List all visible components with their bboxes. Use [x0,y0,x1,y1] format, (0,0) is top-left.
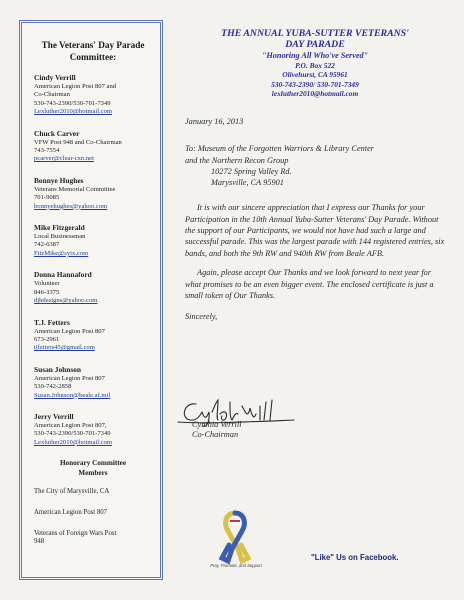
member-name: Susan Johnson [34,364,82,374]
header-email: lexluther2010@hotmail.com [271,89,359,99]
member-email-link[interactable]: Lexluther2010@hotmail.com [34,108,113,116]
member-detail: 530-743-2390/530-701-7349 [34,430,111,438]
member-detail: American Legion Post 807 [34,374,105,382]
letter-date: January 16, 2013 [185,117,244,126]
member-detail: Co-Chairman [34,91,70,99]
closing: Sincerely, [185,312,218,322]
signer-block: Cynthia Verrill Co-Chairman [192,420,242,440]
member-detail: 846-3375 [34,288,60,296]
member-email-link[interactable]: Lexluther2010@hotmail.com [34,438,113,446]
member-name: Cindy Verrill [34,73,76,82]
honorary-member: American Legion Post 807 [34,508,108,516]
member-name: Jerry Verrill [34,411,74,421]
committee-member [34,365,152,400]
committee-member [34,412,152,447]
letter-paragraph-2: Again, please accept Our Thanks and we look forward to next year for what promises to be an even bigger event. The enclosed certificate is just a small token of Our Thanks. [185,268,434,301]
committee-member-list [34,73,152,447]
tagline: "Honoring All Who've Served" [261,51,369,60]
committee-member [34,223,152,258]
member-detail: 742-6387 [34,241,60,249]
member-detail: American Legion Post 807 [34,327,105,335]
letter-paragraph-1: It is with our sincere appreciation that I express our Thanks for your Participation in the 10th Annual Yuba-Sutter Veterans' Day Parade. Without the support of our Participants, we would not have had such a large and successful parade. This was the largest parade with 144 registered entries, six bands, and both the 9th RW and 940th RW from Beale AFB. [185,203,445,258]
member-name: Chuck Carver [34,128,80,138]
po-box: P.O. Box 522 [295,61,335,70]
committee-sidebar [19,20,163,580]
member-detail: 673-2961 [34,335,60,343]
member-detail: Veterans Memorial Committee [34,185,116,193]
member-email-link[interactable]: tjfetters45@gmail.com [34,344,95,352]
committee-member [34,129,152,164]
member-detail: 530-742-2858 [34,383,72,391]
letterhead [175,28,455,99]
committee-member [34,318,152,353]
committee-member [34,73,152,117]
recipient-block: To: Museum of the Forgotten Warriors & Library Center and the Northern Recon Group 10272 Spring Valley Rd. Marysville, CA 95901 [185,144,374,188]
member-detail: 743-7554 [34,147,60,155]
honorary-committee-title: Honorary Committee Members [59,459,127,477]
city: Olivehurst, CA 95961 [282,70,348,80]
member-email-link[interactable]: pcarver@clear-cxn.net [34,155,94,163]
committee-member [34,176,152,211]
org-name-line1: THE ANNUAL YUBA-SUTTER VETERANS' [221,28,409,39]
member-name: T.J. Fetters [34,317,70,327]
member-detail: Local Businessman [34,233,86,241]
member-detail: American Legion Post 807, [34,421,107,429]
honorary-member: The City of Marysville, CA [34,488,110,496]
member-detail: Volunteer [34,280,60,288]
phones: 530-743-2390/ 530-701-7349 [271,79,359,89]
honorary-member: Veterans of Foreign Wars Post 948 [34,529,117,546]
member-name: Donna Hannaford [34,270,92,280]
member-detail: American Legion Post 807 and [34,83,117,90]
member-email-link[interactable]: bonnyehughes@yahoo.com [34,202,108,210]
letter-body [185,116,447,323]
org-name-line2: DAY PARADE [285,39,345,50]
committee-member [34,270,152,305]
member-email-link[interactable]: Susan.Johnson@beale.af.mil [34,391,111,399]
facebook-like-text: "Like" Us on Facebook. [311,553,399,562]
ribbon-caption: Pray, Promote, and Support [210,563,262,568]
member-detail: 530-743-2390/530-701-7349 [34,99,111,107]
member-email-link[interactable]: djhdesigns@yahoo.com [34,297,98,305]
member-detail: VFW Post 948 and Co-Chairman [34,138,122,146]
member-detail: 701-9085 [34,194,60,202]
member-name: Mike Fitzgerald [34,223,85,233]
member-name: Bonnye Hughes [34,175,84,185]
committee-title: The Veterans' Day Parade Committee: [41,40,145,62]
support-ribbon-icon [208,509,262,567]
member-email-link[interactable]: FitzMike@syix.com [34,249,89,257]
